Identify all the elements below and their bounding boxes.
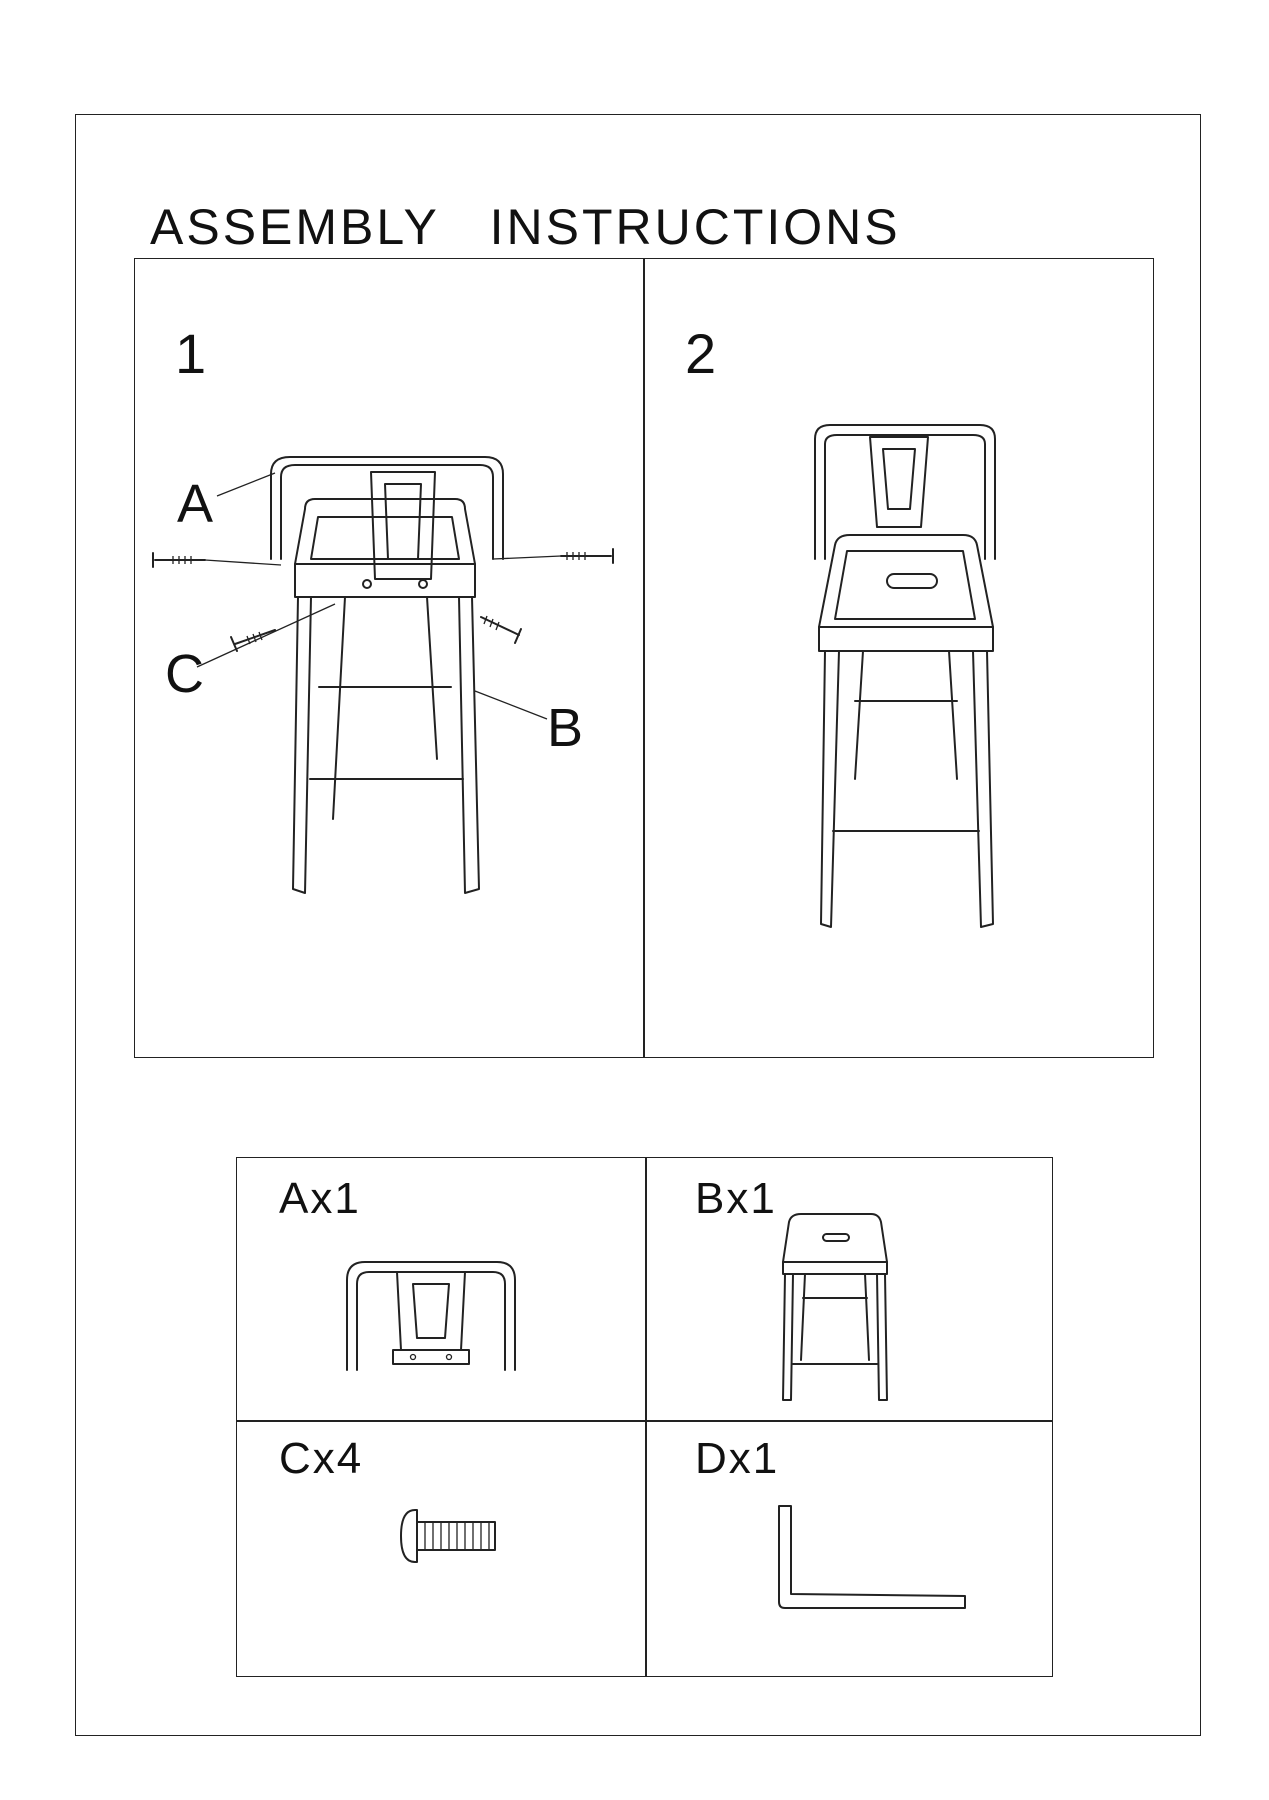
step-1-illustration: [135, 259, 643, 1059]
parts-divider-horizontal: [237, 1420, 1052, 1422]
steps-panel: [134, 258, 1154, 1058]
step-2-illustration: [645, 259, 1155, 1059]
bolt-icon: [481, 616, 521, 643]
page-title: ASSEMBLY INSTRUCTIONS: [150, 199, 901, 255]
part-b-label: Bx1: [695, 1174, 777, 1223]
callout-b: B: [547, 698, 584, 758]
part-c-label: Cx4: [279, 1434, 364, 1483]
part-d-label: Dx1: [695, 1434, 780, 1483]
step-1-number: 1: [175, 322, 207, 385]
backrest-icon: [337, 1250, 537, 1390]
part-a-label: Ax1: [279, 1174, 361, 1223]
parts-divider-vertical: [645, 1158, 647, 1676]
callout-a: A: [177, 474, 214, 534]
stool-base-icon: [775, 1210, 895, 1410]
bolt-icon: [493, 549, 613, 563]
bolt-icon: [153, 553, 281, 567]
bolt-icon: [397, 1500, 507, 1570]
step-2-number: 2: [685, 322, 717, 385]
allen-key-icon: [775, 1502, 975, 1612]
callout-c: C: [165, 644, 204, 704]
parts-list: [236, 1157, 1053, 1677]
